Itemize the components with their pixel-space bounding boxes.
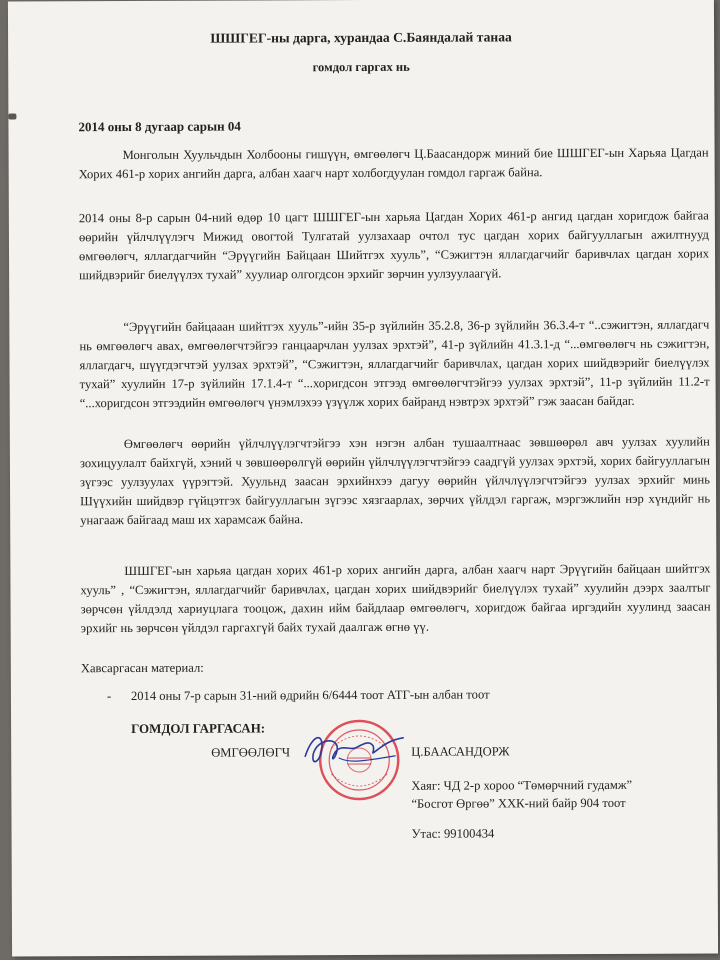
paragraph-intro: Монголын Хуульчдын Холбооны гишүүн, өмгөөлөгч Ц.Баасандорж миний бие ШШГЕГ-ын Харьяа Цагдан Хорих 461-р хорих ангийн дарга, албан хаагч нарт холбогдуулан гомдол гаргаж байна. [78, 145, 709, 182]
address-line-2: “Босгот Өргөө” ХХК-ний байр 904 тоот [411, 795, 626, 811]
attachments-heading: Хавсаргасан материал: [80, 660, 204, 676]
signatory-name: Ц.БААСАНДОРЖ [411, 744, 510, 759]
attachment-bullet: - [106, 689, 112, 704]
paragraph-incident: 2014 оны 8-р сарын 04-ний өдөр 10 цагт ШШГЕГ-ын харьяа Цагдан Хорих 461-р ангид цагдан хоригдож байгаа өөрийн үйлчлүүлэгч Мижид овогтой Тулгатай уулзахаар очтол тус цагдан хорих байгууллагын ажилтнууд өмгөөлөгч, яллагдагчийн “Эрүүгийн Байцаан Шийтгэх хууль”, “Сэжигтэн яллагдагчийг баривчлах цагдан хорих шийдвэрийг биелүүлэх тухай” хуулиар олгогдсон эрхийг зөрчин уулзуулаагүй. [78, 208, 710, 283]
paragraph-request: ШШГЕГ-ын харьяа цагдан хорих 461-р хорих ангийн дарга, албан хаагч нарт Эрүүгийн байцаан шийтгэх хууль” , “Сэжигтэн, яллагдагчийг баривчлах, цагдан хорих шийдвэрийг биелүүлэх тухай” хуулийн дээрх заалтыг зөрчсөн үйлдэлд хариуцлага тооцож, дахин ийм байдлаар өмгөөлөгч, хоригдож байгаа иргэдийн хуулинд заасан эрхийг нь зөрчсөн үйлдэл гаргахгүй байх тухай даалгаж өгнө үү. [80, 561, 711, 636]
attachment-item: 2014 оны 7-р сарын 31-ний өдрийн 6/6444 тоот АТГ-ын албан тоот [130, 687, 490, 704]
filed-by-label: ГОМДОЛ ГАРГАСАН: [131, 720, 266, 737]
paragraph-argument: Өмгөөлөгч өөрийн үйлчлүүлэгчтэйгээ хэн нэгэн албан тушаалтнаас зөвшөөрөл авч уулзах хуулийн зохицуулалт байхгүй, хэний ч зөвшөөрөлгүй өөрийн үйлчлүүлэгчтэйгээ саадгүй уулзах эрхтэй, хорих байгууллагын зүгээс уулзуулах үүрэгтэй. Хуульнд заасан эрхийнхээ дагуу өөрийн үйлчлүүлэгчтэйгээ уулзах эрхийг минь Шүүхийн шийдвэр гүйцэтгэх байгууллагын зүгээс хязгаарлах, зөрчих үйлдэл гаргаж, мэргэжлийн нэр хүндийг нь унагааж байгаад маш их харамсаж байна. [79, 434, 711, 528]
paragraph-law-citations: “Эрүүгийн байцааан шийтгэх хууль”-ийн 35-р зүйлийн 35.2.8, 36-р зүйлийн 36.3.4-т “..сэжигтэн, яллагдагч нь өмгөөлөгч авах, өмгөөлөгчтэйгээ ганцаарчлан уулзах эрхтэй”, 41-р зүйлийн 41.3.1-д “...өмгөөлөгч нь сэжигтэн, яллагдагч, шүүгдэгчтэй уулзах эрхтэй”, “Сэжигтэн, яллагдагчийг баривчлах, цагдан хорих шийдвэрийг биелүүлэх тухай” хуулийн 17-р зүйлийн 17.1.4-т “...хоригдсон этгээд өмгөөлөгчтэйгээ уулзах эрхтэй”, 11-р зүйлийн 11.2-т “...хоригдсон этгээдийн өмгөөлөгч үнэмлэхээ үзүүлж хорих байранд нэвтрэх эрхтэй” гэж заасан байдаг. [79, 317, 710, 411]
signatory-role: ӨМГӨӨЛӨГЧ [211, 745, 291, 760]
punch-hole [8, 114, 16, 120]
letter-subtitle: гомдол гаргах нь [312, 59, 410, 75]
letter-date: 2014 оны 8 дугаар сарын 04 [78, 118, 241, 135]
document-page [8, 0, 718, 957]
phone-number: Утас: 99100434 [411, 826, 495, 841]
address-line-1: Хаяг: ЧД 2-р хороо “Төмөрчний гудамж” [411, 777, 633, 793]
letter-title: ШШГЕГ-ны дарга, хурандаа С.Баяндалай танаа [210, 29, 512, 46]
handwritten-signature [299, 726, 411, 776]
